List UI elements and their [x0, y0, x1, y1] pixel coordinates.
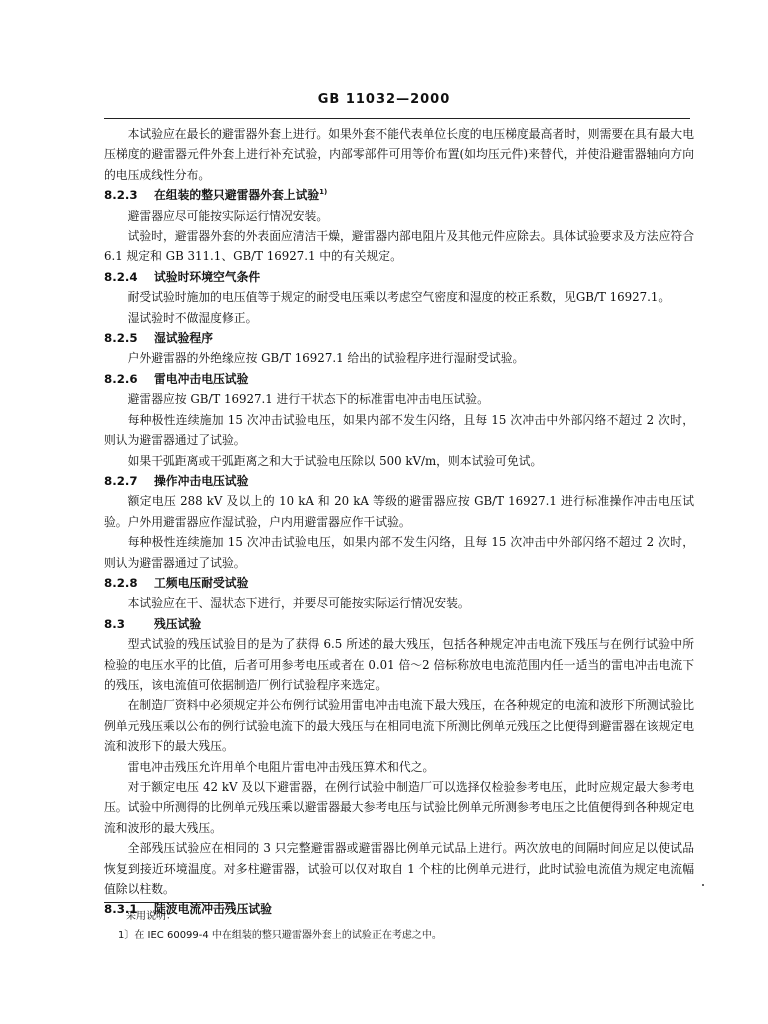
section-title: 操作冲击电压试验: [154, 473, 249, 488]
section-number: 8.2.8: [104, 575, 138, 590]
section-number: 8.2.6: [104, 371, 138, 386]
body-paragraph: 本试验应在最长的避雷器外套上进行。如果外套不能代表单位长度的电压梯度最高者时，则需要在具有最大电压梯度的避雷器元件外套上进行补充试验，内部零部件可用等价布置(如均压元件)来替代，并使沿避雷器轴向方向的电压成线性分布。: [104, 127, 694, 182]
section-title: 残压试验: [154, 616, 202, 631]
section-heading: [104, 185, 694, 205]
section-title: 试验时环境空气条件: [154, 269, 261, 284]
section-number: 8.2.3: [104, 188, 138, 203]
body-paragraph: 额定电压 288 kV 及以上的 10 kA 和 20 kA 等级的避雷器应按 GB/T 16927.1 进行标准操作冲击电压试验。户外用避雷器应作湿试验，户内用避雷器应作干试验。: [104, 494, 694, 529]
body-paragraph: 每种极性连续施加 15 次冲击试验电压，如果内部不发生闪络，且每 15 次冲击中外部闪络不超过 2 次时，则认为避雷器通过了试验。: [104, 412, 694, 448]
section-title: 湿试验程序: [154, 331, 213, 346]
section-number: 8.3: [104, 616, 125, 631]
section-number: 8.2.7: [104, 473, 138, 488]
section-heading: [104, 471, 694, 491]
document-body: [104, 124, 694, 920]
footnote-rule: [104, 902, 234, 903]
section-title: 在组装的整只避雷器外套上试验: [154, 188, 320, 203]
body-paragraph: 本试验应在干、湿状态下进行，并要尽可能按实际运行情况安装。: [127, 596, 470, 611]
body-paragraph: 避雷器应尽可能按实际运行情况安装。: [127, 208, 329, 223]
section-heading: [104, 614, 694, 634]
section-heading: [104, 573, 694, 593]
body-paragraph: 对于额定电压 42 kV 及以下避雷器，在例行试验中制造厂可以选择仅检验参考电压，此时应规定最大参考电压。试验中所测得的比例单元残压乘以避雷器最大参考电压与试验比例单元所测参考电压之比值便得到各种规定电流和波形的最大残压。: [104, 780, 694, 835]
section-number: 8.2.4: [104, 269, 138, 284]
body-paragraph: 试验时，避雷器外套的外表面应清洁干燥，避雷器内部电阻片及其他元件应除去。具体试验要求及方法应符合 6.1 规定和 GB 311.1、GB/T 16927.1 中的有关规定。: [104, 229, 694, 264]
section-title: 雷电冲击电压试验: [154, 371, 249, 386]
body-paragraph: 如果干弧距离或干弧距离之和大于试验电压除以 500 kV/m，则本试验可免试。: [127, 453, 543, 468]
body-paragraph: 全部残压试验应在相同的 3 只完整避雷器或避雷器比例单元试品上进行。两次放电的间隔时间应足以使试品恢复到接近环境温度。对多柱避雷器，试验可以仅对取自 1 个柱的比例单元进行，此时试验电流值为规定电流幅值除以柱数。: [104, 841, 694, 897]
footnote-title: 采用说明：: [126, 911, 176, 922]
section-number: 8.2.5: [104, 331, 138, 346]
footnote-marker: 1): [319, 188, 328, 197]
section-heading: [104, 369, 694, 389]
body-paragraph: 型式试验的残压试验目的是为了获得 6.5 所述的最大残压，包括各种规定冲击电流下残压与在例行试验中所检验的电压水平的比值，后者可用参考电压或者在 0.01 倍～2 倍标称放电电流范围内任一适当的雷电冲击电流下的残压，该电流值可依据制造厂例行试验程序来选定。: [104, 637, 694, 692]
section-title: 工频电压耐受试验: [154, 575, 249, 590]
header-rule: [104, 118, 690, 119]
section-number: 8.3.1: [104, 902, 138, 917]
section-title: 陡波电流冲击残压试验: [154, 902, 272, 917]
scan-speck: [702, 884, 704, 886]
body-paragraph: 户外避雷器的外绝缘应按 GB/T 16927.1 给出的试验程序进行湿耐受试验。: [127, 351, 525, 366]
body-paragraph: 耐受试验时施加的电压值等于规定的耐受电压乘以考虑空气密度和湿度的校正系数，见GB/T 16927.1。: [127, 290, 671, 305]
body-paragraph: 雷电冲击残压允许用单个电阻片雷电冲击残压算术和代之。: [127, 759, 435, 774]
footnote-text: 1〕在 IEC 60099-4 中在组装的整只避雷器外套上的试验正在考虑之中。: [118, 930, 442, 941]
standard-number-header: GB 11032—2000: [317, 92, 451, 107]
body-paragraph: 湿试验时不做湿度修正。: [127, 310, 258, 325]
body-paragraph: 每种极性连续施加 15 次冲击试验电压，如果内部不发生闪络，且每 15 次冲击中外部闪络不超过 2 次时，则认为避雷器通过了试验。: [104, 535, 694, 570]
section-heading: [104, 328, 694, 348]
section-heading: [104, 267, 694, 287]
body-paragraph: 在制造厂资料中必须规定并公布例行试验用雷电冲击电流下最大残压，在各种规定的电流和波形下所测试验比例单元残压乘以公布的例行试验电流下的最大残压与在相同电流下所测比例单元残压之比便得到避雷器在该规定电流和波形下的最大残压。: [104, 698, 694, 754]
body-paragraph: 避雷器应按 GB/T 16927.1 进行干状态下的标准雷电冲击电压试验。: [127, 392, 489, 407]
